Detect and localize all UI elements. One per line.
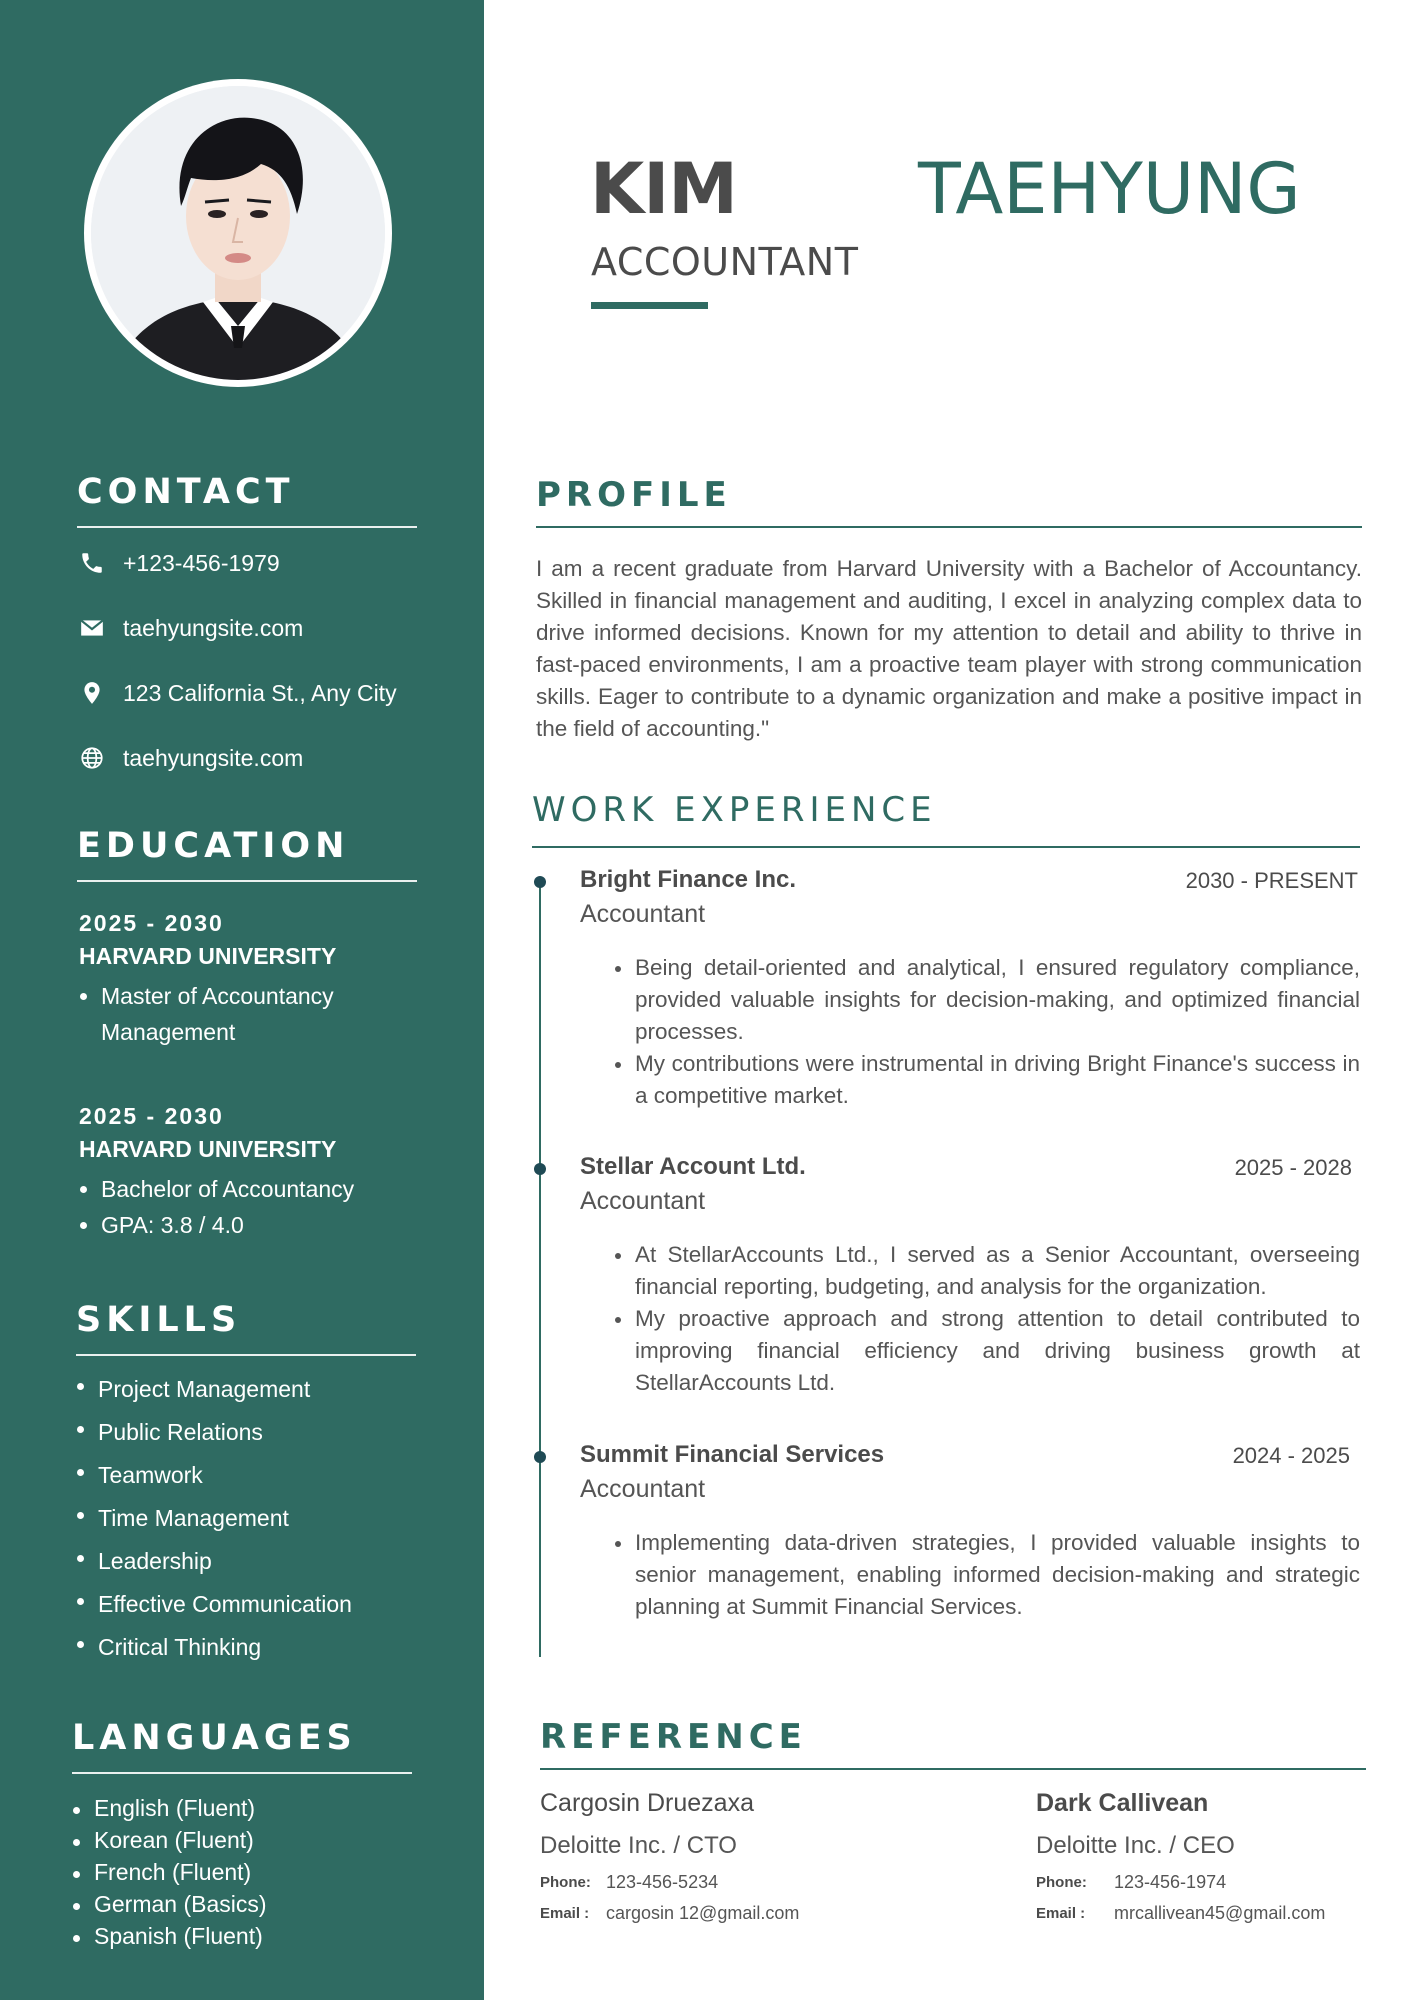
job-bullet: Being detail-oriented and analytical, I ensured regulatory compliance, provided valuable insights for decision-making, and optimized financial processes. <box>615 952 1360 1048</box>
reference-org: Deloitte Inc. / CTO <box>540 1832 737 1859</box>
timeline-line <box>539 880 541 1657</box>
education-years: 2025 - 2030 <box>79 1103 224 1129</box>
education-years: 2025 - 2030 <box>79 910 224 936</box>
education-divider <box>77 880 417 882</box>
reference-phone <box>1036 1872 1396 1893</box>
work-experience-divider <box>532 846 1360 848</box>
phone-icon <box>77 548 107 578</box>
skills-section <box>76 1300 416 1669</box>
language-item: Korean (Fluent) <box>72 1824 412 1856</box>
job-dates: 2025 - 2028 <box>1234 1155 1352 1180</box>
profile-divider <box>536 526 1362 528</box>
profile-photo-illustration <box>91 86 385 380</box>
contact-divider <box>77 526 417 528</box>
education-school: HARVARD UNIVERSITY <box>79 1136 337 1162</box>
email-label: Email : <box>540 1905 590 1922</box>
education-detail: GPA: 3.8 / 4.0 <box>79 1207 409 1243</box>
job-company: Stellar Account Ltd. <box>580 1153 806 1180</box>
languages-list <box>72 1792 412 1952</box>
skill-item: Project Management <box>76 1368 416 1411</box>
skill-item: Effective Communication <box>76 1583 416 1626</box>
job-role: Accountant <box>580 900 706 928</box>
reference-2 <box>1036 1789 1396 1924</box>
profile-text: I am a recent graduate from Harvard University with a Bachelor of Accountancy. Skilled in financial management and auditing, I excel in analyzing complex data to drive informed decisions. Known for my attention to detail and ability to thrive in fast-paced environments, I am a proactive team player with strong communication skills. Eager to contribute to a dynamic organization and make a positive impact in the field of accounting." <box>536 556 1362 741</box>
language-item: French (Fluent) <box>72 1856 412 1888</box>
job-dates: 2024 - 2025 <box>1232 1443 1350 1468</box>
languages-divider <box>72 1772 412 1774</box>
contact-website <box>77 740 303 776</box>
contact-email <box>77 610 303 646</box>
job-entry-2 <box>580 1153 1360 1395</box>
phone-text: +123-456-1979 <box>123 549 280 576</box>
email-label: Email : <box>1036 1905 1086 1922</box>
job-entry-3 <box>580 1441 1360 1619</box>
language-item: Spanish (Fluent) <box>72 1920 412 1952</box>
email-text: taehyungsite.com <box>123 614 304 641</box>
globe-icon <box>77 743 107 773</box>
reference-heading: REFERENCE <box>540 1717 807 1757</box>
reference-email-value: mrcallivean45@gmail.com <box>1114 1903 1326 1923</box>
last-name: TAEHYUNG <box>918 148 1301 230</box>
reference-phone-value: 123-456-5234 <box>606 1872 719 1892</box>
first-name: KIM <box>590 148 737 230</box>
job-dates: 2030 - PRESENT <box>1185 868 1358 893</box>
job-bullet: At StellarAccounts Ltd., I served as a Senior Accountant, overseeing financial reporting, budgeting, and analysis for the organization. <box>615 1239 1360 1303</box>
job-bullet: Implementing data-driven strategies, I provided valuable insights to senior management, enabling informed decision-making and strategic planning at Summit Financial Services. <box>615 1527 1360 1623</box>
education-section <box>77 826 417 1238</box>
contact-phone <box>77 545 280 581</box>
location-pin-icon <box>77 678 107 708</box>
job-bullets <box>615 952 1360 1112</box>
job-role: Accountant <box>580 1475 706 1503</box>
language-item: English (Fluent) <box>72 1792 412 1824</box>
education-detail: Bachelor of Accountancy <box>79 1171 409 1207</box>
education-entry-1 <box>79 910 409 1050</box>
job-title: ACCOUNTANT <box>591 240 859 284</box>
phone-label: Phone: <box>540 1874 591 1891</box>
contact-section <box>77 472 417 771</box>
language-item: German (Basics) <box>72 1888 412 1920</box>
skills-divider <box>76 1354 416 1356</box>
job-bullet: My contributions were instrumental in driving Bright Finance's success in a competitive market. <box>615 1048 1360 1112</box>
timeline-dot <box>534 1451 546 1463</box>
reference-1 <box>540 1789 900 1924</box>
profile-photo <box>91 86 385 380</box>
job-entry-1 <box>580 866 1360 1108</box>
job-role: Accountant <box>580 1187 706 1215</box>
reference-divider <box>540 1768 1366 1770</box>
education-detail: Master of Accountancy Management <box>79 978 409 1050</box>
skills-list <box>76 1368 416 1669</box>
profile-photo-frame <box>84 79 392 387</box>
job-bullet: My proactive approach and strong attention to detail contributed to improving financial efficiency and driving business growth at StellarAccounts Ltd. <box>615 1303 1360 1399</box>
education-details <box>79 978 409 1050</box>
reference-name: Dark Callivean <box>1036 1789 1209 1817</box>
website-text: taehyungsite.com <box>123 744 304 771</box>
job-bullets <box>615 1527 1360 1623</box>
education-school: HARVARD UNIVERSITY <box>79 943 337 969</box>
mail-icon <box>77 613 107 643</box>
languages-section <box>72 1718 412 1952</box>
reference-phone-value: 123-456-1974 <box>1114 1872 1227 1892</box>
skill-item: Public Relations <box>76 1411 416 1454</box>
contact-address <box>77 675 397 711</box>
skill-item: Critical Thinking <box>76 1626 416 1669</box>
work-experience-heading: WORK EXPERIENCE <box>532 790 937 830</box>
skill-item: Teamwork <box>76 1454 416 1497</box>
address-text: 123 California St., Any City <box>123 679 397 706</box>
skill-item: Leadership <box>76 1540 416 1583</box>
timeline-dot <box>534 876 546 888</box>
job-bullets <box>615 1239 1360 1399</box>
sidebar <box>0 0 484 2000</box>
skill-item: Time Management <box>76 1497 416 1540</box>
reference-phone <box>540 1872 900 1893</box>
education-details <box>79 1171 409 1243</box>
reference-email <box>540 1903 900 1924</box>
reference-email-value: cargosin 12@gmail.com <box>606 1903 800 1923</box>
job-company: Summit Financial Services <box>580 1441 885 1468</box>
timeline-dot <box>534 1163 546 1175</box>
contact-heading: CONTACT <box>77 472 295 512</box>
profile-heading: PROFILE <box>536 475 732 515</box>
job-company: Bright Finance Inc. <box>580 866 797 893</box>
reference-name: Cargosin Druezaxa <box>540 1789 754 1817</box>
reference-email <box>1036 1903 1396 1924</box>
phone-label: Phone: <box>1036 1874 1087 1891</box>
title-underline <box>591 302 708 309</box>
languages-heading: LANGUAGES <box>72 1718 357 1758</box>
reference-org: Deloitte Inc. / CEO <box>1036 1832 1235 1859</box>
education-heading: EDUCATION <box>77 826 350 866</box>
education-entry-2 <box>79 1103 409 1243</box>
skills-heading: SKILLS <box>76 1300 242 1340</box>
